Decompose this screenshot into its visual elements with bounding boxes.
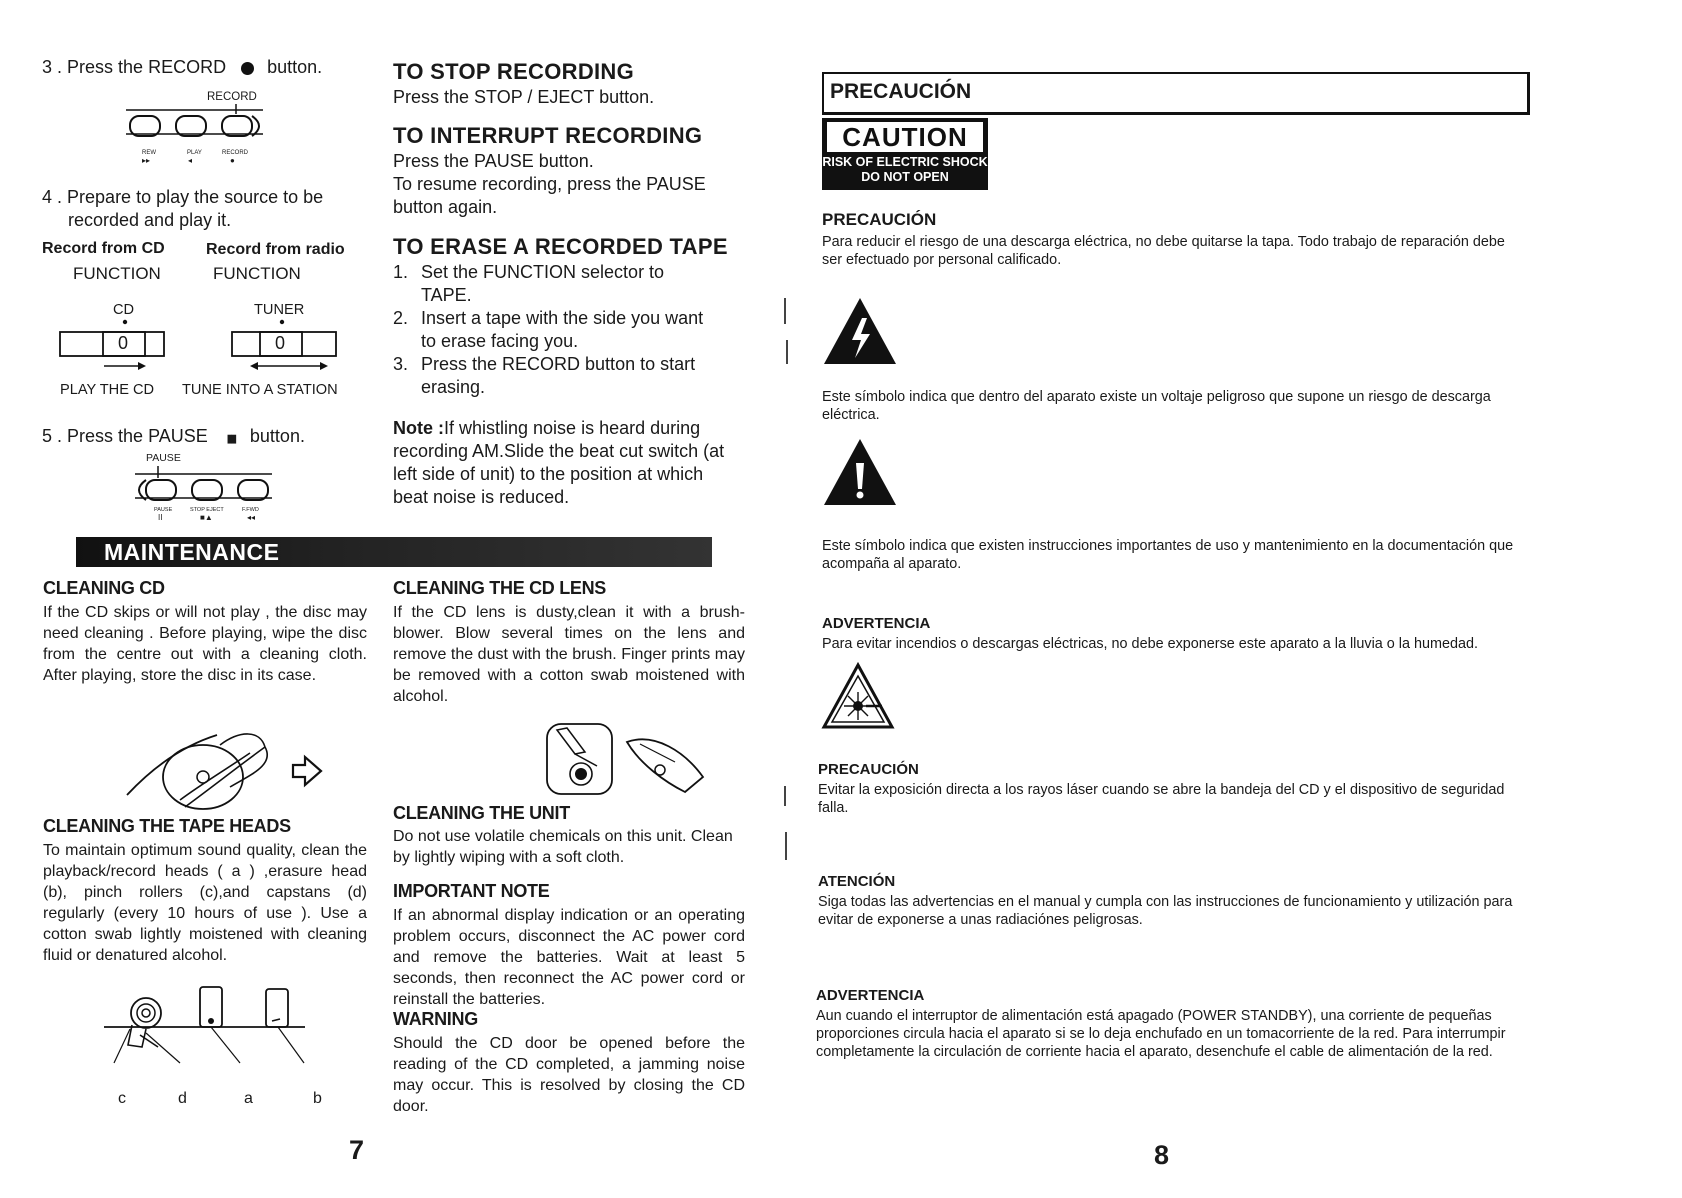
tape-heads-illustration bbox=[100, 985, 310, 1080]
rewind-icon: ◂◂ bbox=[247, 513, 256, 522]
disc-wipe-illustration bbox=[125, 725, 330, 815]
interrupt-line-3: button again. bbox=[393, 197, 498, 217]
cleaning-lens-text: If the CD lens is dusty,clean it with a brush-blower. Blow several times on the lens and remove the dust with the brush. Finger prints may be removed with a cotton swab moistened with alcohol. bbox=[393, 604, 745, 705]
record-dot-icon bbox=[241, 62, 254, 75]
advertencia-standby-text: Aun cuando el interruptor de alimentación está apagado (POWER STANDBY), una corriente de pequeñas proporciones circula hacia el aparato si se lo deja enchufado en un tomacorriente de la red. Para interrumpir completamente la circulación de corriente hacia el aparato, desenchufe el cable de alimentación de la red. bbox=[816, 1008, 1506, 1060]
advertencia-standby-title: ADVERTENCIA bbox=[816, 987, 925, 1004]
erase-tape-title: TO ERASE A RECORDED TAPE bbox=[393, 234, 728, 259]
important-note-text: If an abnormal display indication or an operating problem occurs, disconnect the AC power cord and remove the batteries. Wait at least 5 seconds, then reconnect the AC power cord or reinstall the batteries. bbox=[393, 907, 745, 1008]
step-number: 5 . bbox=[42, 426, 63, 446]
step-text: Prepare to play the source to be bbox=[67, 187, 324, 207]
interrupt-line-1: Press the PAUSE button. bbox=[393, 151, 594, 171]
page-number-8: 8 bbox=[1154, 1140, 1170, 1170]
play-the-cd-caption: PLAY THE CD bbox=[60, 382, 155, 398]
note-block bbox=[393, 417, 753, 509]
record-from-cd-title: Record from CD bbox=[42, 240, 165, 257]
tune-into-station-caption: TUNE INTO A STATION bbox=[182, 382, 338, 398]
record-buttons-drawing bbox=[100, 104, 280, 154]
caution-label bbox=[822, 118, 988, 190]
caution-title: CAUTION bbox=[826, 121, 984, 153]
label-c: c bbox=[118, 1090, 126, 1107]
tuner-function-switch bbox=[230, 318, 340, 370]
erase-step-line: erasing. bbox=[421, 377, 486, 397]
note-line: recording AM.Slide the beat cut switch (at bbox=[393, 441, 725, 461]
erase-step-line: TAPE. bbox=[421, 285, 472, 305]
maintenance-banner bbox=[76, 537, 712, 567]
play-icon: ◂ bbox=[188, 156, 193, 165]
tape-heads-text: To maintain optimum sound quality, clean the playback/record heads ( a ) ,erasure head (b), pinch rollers (c),and capstans (d) regularly (every 10 hours of use ). Use a cotton swab lightly moistened with cleaning fluid or denatured alcohol. bbox=[43, 842, 367, 964]
erase-step-number: 2. bbox=[393, 308, 409, 328]
stop-eject-btn-label: STOP EJECT bbox=[190, 507, 224, 513]
cleaning-lens-title: CLEANING THE CD LENS bbox=[393, 578, 607, 598]
cleaning-cd-text: If the CD skips or will not play , the disc may need cleaning . Before playing, wipe the disc from the centre out with a cleaning cloth. After playing, store the disc in its case. bbox=[43, 604, 367, 684]
stop-eject-icon: ■▲ bbox=[200, 513, 213, 522]
cleaning-unit-text: Do not use volatile chemicals on this unit. Clean by lightly wiping with a soft cloth. bbox=[393, 828, 733, 866]
interrupt-recording-text bbox=[393, 150, 706, 219]
step-text-end: button. bbox=[249, 426, 305, 446]
erase-step bbox=[393, 307, 753, 353]
step-3 bbox=[42, 56, 322, 79]
interrupt-recording-title: TO INTERRUPT RECORDING bbox=[393, 123, 703, 148]
step-text-2: recorded and play it. bbox=[68, 210, 232, 230]
pause-btn-label: PAUSE bbox=[154, 507, 173, 513]
switch-knob-glyph: 0 bbox=[118, 333, 129, 353]
pause-icon: ▮▮ bbox=[226, 433, 235, 445]
erase-step-line: Insert a tape with the side you want bbox=[421, 308, 704, 328]
record-label: RECORD bbox=[207, 91, 257, 103]
important-note-title: IMPORTANT NOTE bbox=[393, 881, 550, 901]
erase-step-line: to erase facing you. bbox=[421, 331, 579, 351]
step-text-end: button. bbox=[267, 57, 323, 77]
rec-label: RECORD bbox=[222, 150, 249, 156]
play-label: PLAY bbox=[187, 150, 202, 156]
cleaning-cd-title: CLEANING CD bbox=[43, 578, 165, 598]
record-from-radio-title: Record from radio bbox=[206, 241, 345, 258]
advertencia-title: ADVERTENCIA bbox=[822, 615, 931, 632]
stop-recording-text: Press the STOP / EJECT button. bbox=[393, 87, 655, 107]
exclamation-warning-icon bbox=[822, 437, 898, 507]
electric-shock-warning-icon bbox=[822, 296, 898, 366]
label-b: b bbox=[313, 1090, 322, 1107]
fold-mark bbox=[784, 786, 786, 806]
label-d: d bbox=[178, 1090, 187, 1107]
note-line: left side of unit) to the position at which bbox=[393, 464, 704, 484]
caution-subtitle bbox=[822, 155, 988, 185]
instructions-symbol-text: Este símbolo indica que existen instrucciones importantes de uso y mantenimiento en la documentación que acompaña al aparato. bbox=[822, 538, 1514, 572]
page-number-7: 7 bbox=[349, 1135, 365, 1165]
tape-heads-title: CLEANING THE TAPE HEADS bbox=[43, 816, 291, 836]
warning-text: Should the CD door be opened before the reading of the CD completed, a jamming noise may occur. This is resolved by closing the CD door. bbox=[393, 1035, 745, 1115]
step-text: Press the PAUSE bbox=[67, 426, 208, 446]
erase-step-line: Press the RECORD button to start bbox=[421, 354, 696, 374]
pause-buttons-figure bbox=[130, 452, 290, 522]
precaucion-header-box bbox=[822, 72, 1530, 115]
precaucion-text: Para reducir el riesgo de una descarga eléctrica, no debe quitarse la tapa. Todo trabajo de reparación debe ser efectuado por personal calificado. bbox=[822, 234, 1505, 268]
laser-warning-icon bbox=[822, 662, 894, 730]
step-number: 4 . bbox=[42, 187, 63, 207]
warning-title: WARNING bbox=[393, 1009, 478, 1029]
erase-step-number: 3. bbox=[393, 354, 409, 374]
atencion-text: Siga todas las advertencias en el manual y cumpla con las instrucciones de funcionamiento y utilización para evitar de exponerse a unas radiaciónes peligrosas. bbox=[818, 894, 1513, 928]
rew-label: REW bbox=[142, 150, 156, 156]
fold-mark bbox=[785, 832, 787, 860]
precaucion-laser-text: Evitar la exposición directa a los rayos láser cuando se abre la bandeja del CD y el dispositivo de seguridad falla. bbox=[818, 782, 1505, 816]
step-5 bbox=[42, 425, 305, 451]
cd-function-switch bbox=[58, 318, 168, 370]
note-line: beat noise is reduced. bbox=[393, 487, 570, 507]
label-a: a bbox=[244, 1090, 253, 1107]
step-text: Press the RECORD bbox=[67, 57, 227, 77]
note-line: If whistling noise is heard during bbox=[444, 418, 701, 438]
precaucion-header: PRECAUCIÓN bbox=[830, 80, 972, 103]
step-number: 3 . bbox=[42, 57, 63, 77]
pause-buttons-drawing bbox=[130, 466, 290, 506]
rec-dot-icon: ● bbox=[230, 156, 235, 165]
erase-step bbox=[393, 261, 753, 307]
lens-cleaning-illustration bbox=[545, 722, 710, 797]
note-label: Note : bbox=[393, 418, 444, 438]
maintenance-title: MAINTENANCE bbox=[104, 539, 280, 565]
tuner-switch-label: TUNER bbox=[254, 302, 305, 318]
caution-line-1: RISK OF ELECTRIC SHOCK bbox=[822, 155, 988, 169]
cd-switch-label: CD bbox=[113, 302, 135, 318]
erase-step-line: Set the FUNCTION selector to bbox=[421, 262, 665, 282]
shock-symbol-text: Este símbolo indica que dentro del aparato existe un voltaje peligroso que supone un riesgo de descarga eléctrica. bbox=[822, 389, 1491, 423]
pause-label: PAUSE bbox=[146, 452, 181, 464]
fold-mark bbox=[784, 298, 786, 324]
radio-function-label: FUNCTION bbox=[213, 264, 301, 283]
ffwd-btn-label: F.FWD bbox=[242, 507, 259, 513]
advertencia-text: Para evitar incendios o descargas eléctricas, no debe exponerse este aparato a la lluvia o la humedad. bbox=[822, 636, 1478, 652]
precaucion-title: PRECAUCIÓN bbox=[822, 210, 937, 229]
erase-step bbox=[393, 353, 753, 399]
fold-mark bbox=[786, 340, 788, 364]
cd-function-label: FUNCTION bbox=[73, 264, 161, 283]
ffwd-icon: ▸▸ bbox=[142, 156, 151, 165]
precaucion-laser-title: PRECAUCIÓN bbox=[818, 761, 919, 778]
record-buttons-figure bbox=[100, 90, 280, 165]
caution-line-2: DO NOT OPEN bbox=[861, 170, 949, 184]
switch-knob-glyph: 0 bbox=[275, 333, 286, 353]
atencion-title: ATENCIÓN bbox=[818, 873, 896, 890]
erase-step-number: 1. bbox=[393, 262, 409, 282]
cleaning-unit-title: CLEANING THE UNIT bbox=[393, 803, 570, 823]
interrupt-line-2: To resume recording, press the PAUSE bbox=[393, 174, 706, 194]
step-4 bbox=[42, 186, 323, 232]
erase-steps-list bbox=[393, 261, 753, 399]
stop-recording-title: TO STOP RECORDING bbox=[393, 59, 635, 84]
pause-small-icon: II bbox=[158, 513, 163, 522]
